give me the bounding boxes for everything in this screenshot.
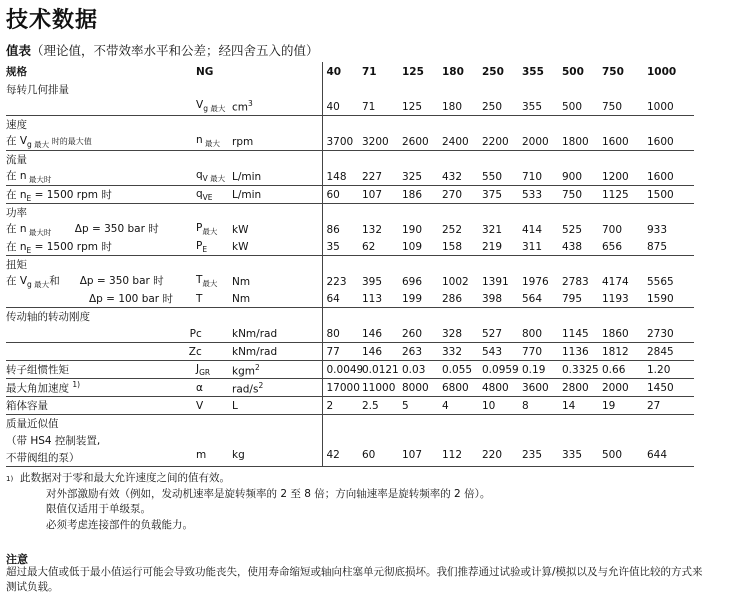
cell: 2	[322, 397, 362, 415]
unit: Nm	[232, 292, 251, 305]
table-row	[6, 116, 694, 134]
cell: 2845	[647, 343, 694, 361]
cell: 328	[442, 327, 463, 340]
row-key: Z	[6, 343, 196, 361]
table-row	[6, 256, 694, 274]
cell: 219	[482, 240, 503, 253]
cell: 125	[402, 100, 423, 113]
unit: L/min	[232, 186, 322, 204]
table-row	[6, 168, 694, 186]
subtitle-bold: 值表	[6, 43, 32, 58]
cell: 2600	[402, 135, 429, 148]
cell: 235	[522, 449, 543, 462]
unit: $cm^3$	[232, 99, 253, 114]
cell: 700	[602, 223, 623, 236]
cell: 1976	[522, 275, 549, 288]
row-label: 速度	[6, 116, 196, 134]
symbol: V	[196, 397, 232, 415]
page-title: 技术数据	[6, 8, 99, 33]
cell: 146	[362, 343, 402, 361]
cell: 62	[362, 240, 376, 253]
table-row	[6, 81, 694, 98]
cell: 1600	[647, 135, 674, 148]
cell: 35	[322, 238, 362, 256]
unit: kNm/rad	[232, 327, 278, 340]
header-size: 355	[522, 65, 544, 78]
cell: 795	[562, 292, 583, 305]
cell: 186	[402, 186, 442, 204]
table-row	[6, 379, 694, 397]
symbol: m	[196, 449, 207, 462]
cell: 800	[522, 327, 543, 340]
table-row	[6, 273, 694, 290]
cell: 270	[442, 186, 482, 204]
cell: 1860	[602, 327, 629, 340]
row-sublabel: 在 $V_{g 最大}$ 时的最大值	[6, 135, 92, 150]
cell: 527	[482, 327, 503, 340]
row-key: P	[189, 327, 196, 340]
cell: 4800	[482, 379, 522, 397]
unit: L/min	[232, 170, 262, 183]
row-label: 最大角加速度 $^{1)}$	[6, 379, 196, 397]
cell: 0.3325	[562, 361, 602, 379]
symbol: n $_{最大}$	[196, 134, 221, 149]
unit: kg	[232, 449, 245, 462]
cell: 27	[647, 397, 694, 415]
row-sublabel: 在 $V_{g 最大}$和 Δp = 350 bar 时	[6, 275, 164, 290]
cell: 1000	[647, 100, 674, 113]
cell: 875	[647, 240, 668, 253]
cell: 11000	[362, 379, 402, 397]
table-row	[6, 343, 694, 361]
header-spec: 规格	[6, 66, 27, 78]
table-row	[6, 204, 694, 222]
cell: 0.0959	[482, 361, 522, 379]
cell: 710	[522, 170, 543, 183]
cell: 158	[442, 240, 463, 253]
cell: 2.5	[362, 397, 402, 415]
cell: 0.03	[402, 361, 442, 379]
header-ng: NG	[196, 65, 214, 78]
unit: kgm$^2$	[232, 361, 322, 379]
cell: 6800	[442, 379, 482, 397]
cell: 550	[482, 170, 503, 183]
cell: 112	[442, 449, 463, 462]
cell: 4174	[602, 275, 629, 288]
spec-table	[6, 62, 694, 469]
cell: 263	[402, 343, 442, 361]
cell: 321	[482, 223, 503, 236]
cell: 190	[402, 223, 423, 236]
note-title: 注意	[6, 553, 28, 566]
footnote-line: 此数据对于零和最大允许速度之间的值有效。	[20, 472, 230, 484]
unit: rad/$s^2$	[232, 379, 322, 397]
cell: 933	[647, 223, 668, 236]
cell: 227	[362, 170, 383, 183]
row-label: 每转几何排量	[6, 84, 69, 96]
cell: 86	[322, 221, 362, 238]
cell: 250	[482, 100, 503, 113]
cell: 2400	[442, 135, 469, 148]
cell: 3700	[322, 133, 362, 151]
table-subtitle	[6, 41, 319, 59]
row-label: 功率	[6, 204, 196, 222]
cell: 311	[522, 240, 543, 253]
footnote	[6, 471, 490, 533]
unit: rpm	[232, 135, 254, 148]
cell: 398	[482, 292, 503, 305]
cell: 325	[402, 170, 423, 183]
table-row	[6, 361, 694, 379]
cell: 42	[322, 449, 362, 467]
cell: 2000	[602, 379, 647, 397]
symbol: c	[196, 327, 202, 340]
cell: 0.0049	[322, 361, 362, 379]
header-size: 40	[322, 62, 362, 81]
cell: 696	[402, 275, 423, 288]
row-label: 不带阀组的泵）	[6, 452, 80, 465]
footnote-line: 限值仅适用于单级泵。	[46, 503, 151, 515]
symbol: $J_{GR}$	[196, 361, 232, 379]
cell: 335	[562, 449, 583, 462]
cell: 533	[522, 186, 562, 204]
header-size: 1000	[647, 65, 677, 78]
cell: 355	[522, 100, 543, 113]
cell: 199	[402, 292, 423, 305]
cell: 1145	[562, 327, 589, 340]
cell: 1.20	[647, 361, 694, 379]
cell: 0.0121	[362, 361, 402, 379]
row-sublabel: 在 $n_E = 1500$ rpm 时	[6, 240, 112, 255]
cell: 5565	[647, 275, 674, 288]
cell: 1200	[602, 170, 629, 183]
cell: 1002	[442, 275, 469, 288]
header-size: 750	[602, 65, 624, 78]
table-row	[6, 133, 694, 151]
cell: 656	[602, 240, 623, 253]
cell: 64	[322, 290, 362, 308]
unit: L	[232, 397, 322, 415]
cell: 40	[322, 98, 362, 116]
cell: 71	[362, 100, 376, 113]
row-label: 流量	[6, 151, 196, 169]
cell: 438	[562, 240, 583, 253]
table-row	[6, 397, 694, 415]
row-label: 质量近似值	[6, 415, 196, 433]
header-size: 71	[362, 65, 377, 78]
cell: 1125	[602, 186, 647, 204]
cell: 1812	[602, 343, 647, 361]
cell: 644	[647, 449, 668, 462]
cell: 2800	[562, 379, 602, 397]
cell: 432	[442, 170, 463, 183]
cell: 223	[322, 273, 362, 290]
cell: 77	[322, 343, 362, 361]
cell: 60	[362, 449, 376, 462]
table-row	[6, 186, 694, 204]
row-label: 转子组惯性矩	[6, 361, 196, 379]
header-size: 180	[442, 65, 464, 78]
symbol: α	[196, 379, 232, 397]
cell: 564	[522, 292, 543, 305]
cell: 8000	[402, 379, 442, 397]
cell: 109	[402, 240, 423, 253]
row-sublabel: 在 $n_E = 1500$ rpm 时	[6, 186, 196, 204]
symbol: $P_{最大}$	[196, 222, 218, 237]
cell: 750	[602, 100, 623, 113]
cell: 750	[562, 186, 602, 204]
cell: 500	[562, 100, 583, 113]
header-size: 500	[562, 65, 584, 78]
cell: 220	[482, 449, 503, 462]
cell: 2200	[482, 135, 509, 148]
cell: 148	[322, 168, 362, 186]
footnote-line: 必须考虑连接部件的负载能力。	[46, 518, 193, 531]
subtitle-rest: （理论值，不带效率水平和公差；经四舍五入的值）	[31, 43, 319, 58]
header-size: 125	[402, 65, 424, 78]
cell: 900	[562, 170, 583, 183]
note-text: 超过最大值或低于最小值运行可能会导致功能丧失，使用寿命缩短或轴向柱塞单元彻底损坏。我们推荐通过试验或计算/模拟以及与允许值比较的方式来测试负载。	[6, 566, 703, 593]
table-row	[6, 449, 694, 467]
cell: 525	[562, 223, 583, 236]
cell: 2000	[522, 135, 549, 148]
header-size: 250	[482, 65, 504, 78]
cell: 4	[442, 397, 482, 415]
footnote-line: 对外部激励有效（例如，发动机速率是旋转频率的 2 至 8 倍；方向轴速率是旋转频率的 2 倍）。	[46, 487, 491, 500]
cell: 2730	[647, 327, 674, 340]
cell: 375	[482, 186, 522, 204]
header-row	[6, 62, 694, 81]
row-label: 传动轴的转动刚度	[6, 308, 196, 326]
cell: 107	[362, 186, 402, 204]
cell: 107	[402, 449, 423, 462]
cell: 770	[522, 343, 562, 361]
symbol: $P_E$	[196, 239, 208, 254]
cell: 5	[402, 397, 442, 415]
unit: kW	[232, 240, 249, 253]
cell: 0.055	[442, 361, 482, 379]
table-row	[6, 221, 694, 238]
table-row	[6, 290, 694, 308]
cell: 1600	[602, 135, 629, 148]
cell: 1450	[647, 379, 694, 397]
symbol: $q_{V 最大}$	[196, 169, 226, 184]
table-row	[6, 98, 694, 116]
cell: 286	[442, 292, 463, 305]
row-label: 箱体容量	[6, 397, 196, 415]
cell: 80	[322, 325, 362, 343]
symbol: T	[196, 292, 203, 305]
cell: 1800	[562, 135, 589, 148]
unit: kW	[232, 223, 249, 236]
cell: 414	[522, 223, 543, 236]
row-label: 扭矩	[6, 256, 196, 274]
cell: 10	[482, 397, 522, 415]
unit: kNm/rad	[232, 343, 322, 361]
cell: 1590	[647, 292, 674, 305]
cell: 500	[602, 449, 623, 462]
cell: 113	[362, 292, 383, 305]
table-row	[6, 415, 694, 433]
cell: 1600	[647, 170, 674, 183]
symbol: $T_{最大}$	[196, 274, 218, 289]
table-row	[6, 151, 694, 169]
cell: 1391	[482, 275, 509, 288]
cell: 19	[602, 397, 647, 415]
table-row	[6, 238, 694, 256]
unit: Nm	[232, 275, 251, 288]
cell: 14	[562, 397, 602, 415]
table-row	[6, 432, 694, 449]
symbol: c	[196, 343, 232, 361]
cell: 60	[322, 186, 362, 204]
cell: 395	[362, 275, 383, 288]
cell: 260	[402, 327, 423, 340]
cell: 132	[362, 223, 383, 236]
row-sublabel: 在 n $_{最大时}$ Δp = 350 bar 时	[6, 223, 159, 238]
symbol: $V_{g 最大}$	[196, 98, 226, 114]
row-sublabel: Δp = 100 bar 时	[89, 293, 173, 306]
cell: 543	[482, 343, 522, 361]
footnote-mark: 1)	[6, 475, 14, 483]
cell: 3200	[362, 135, 389, 148]
cell: 146	[362, 327, 383, 340]
cell: 0.19	[522, 361, 562, 379]
cell: 0.66	[602, 361, 647, 379]
cell: 8	[522, 397, 562, 415]
cell: 332	[442, 343, 482, 361]
cell: 180	[442, 100, 463, 113]
table-row	[6, 325, 694, 343]
cell: 2783	[562, 275, 589, 288]
cell: 1136	[562, 343, 602, 361]
cell: 252	[442, 223, 463, 236]
cell: 1193	[602, 292, 629, 305]
cell: 3600	[522, 379, 562, 397]
cell: 17000	[322, 379, 362, 397]
cell: 1500	[647, 186, 694, 204]
symbol: $q_{VE}$	[196, 186, 232, 204]
row-sublabel: 在 n $_{最大时}$	[6, 170, 52, 185]
table-row	[6, 308, 694, 326]
row-label: （带 HS4 控制装置,	[6, 435, 101, 448]
